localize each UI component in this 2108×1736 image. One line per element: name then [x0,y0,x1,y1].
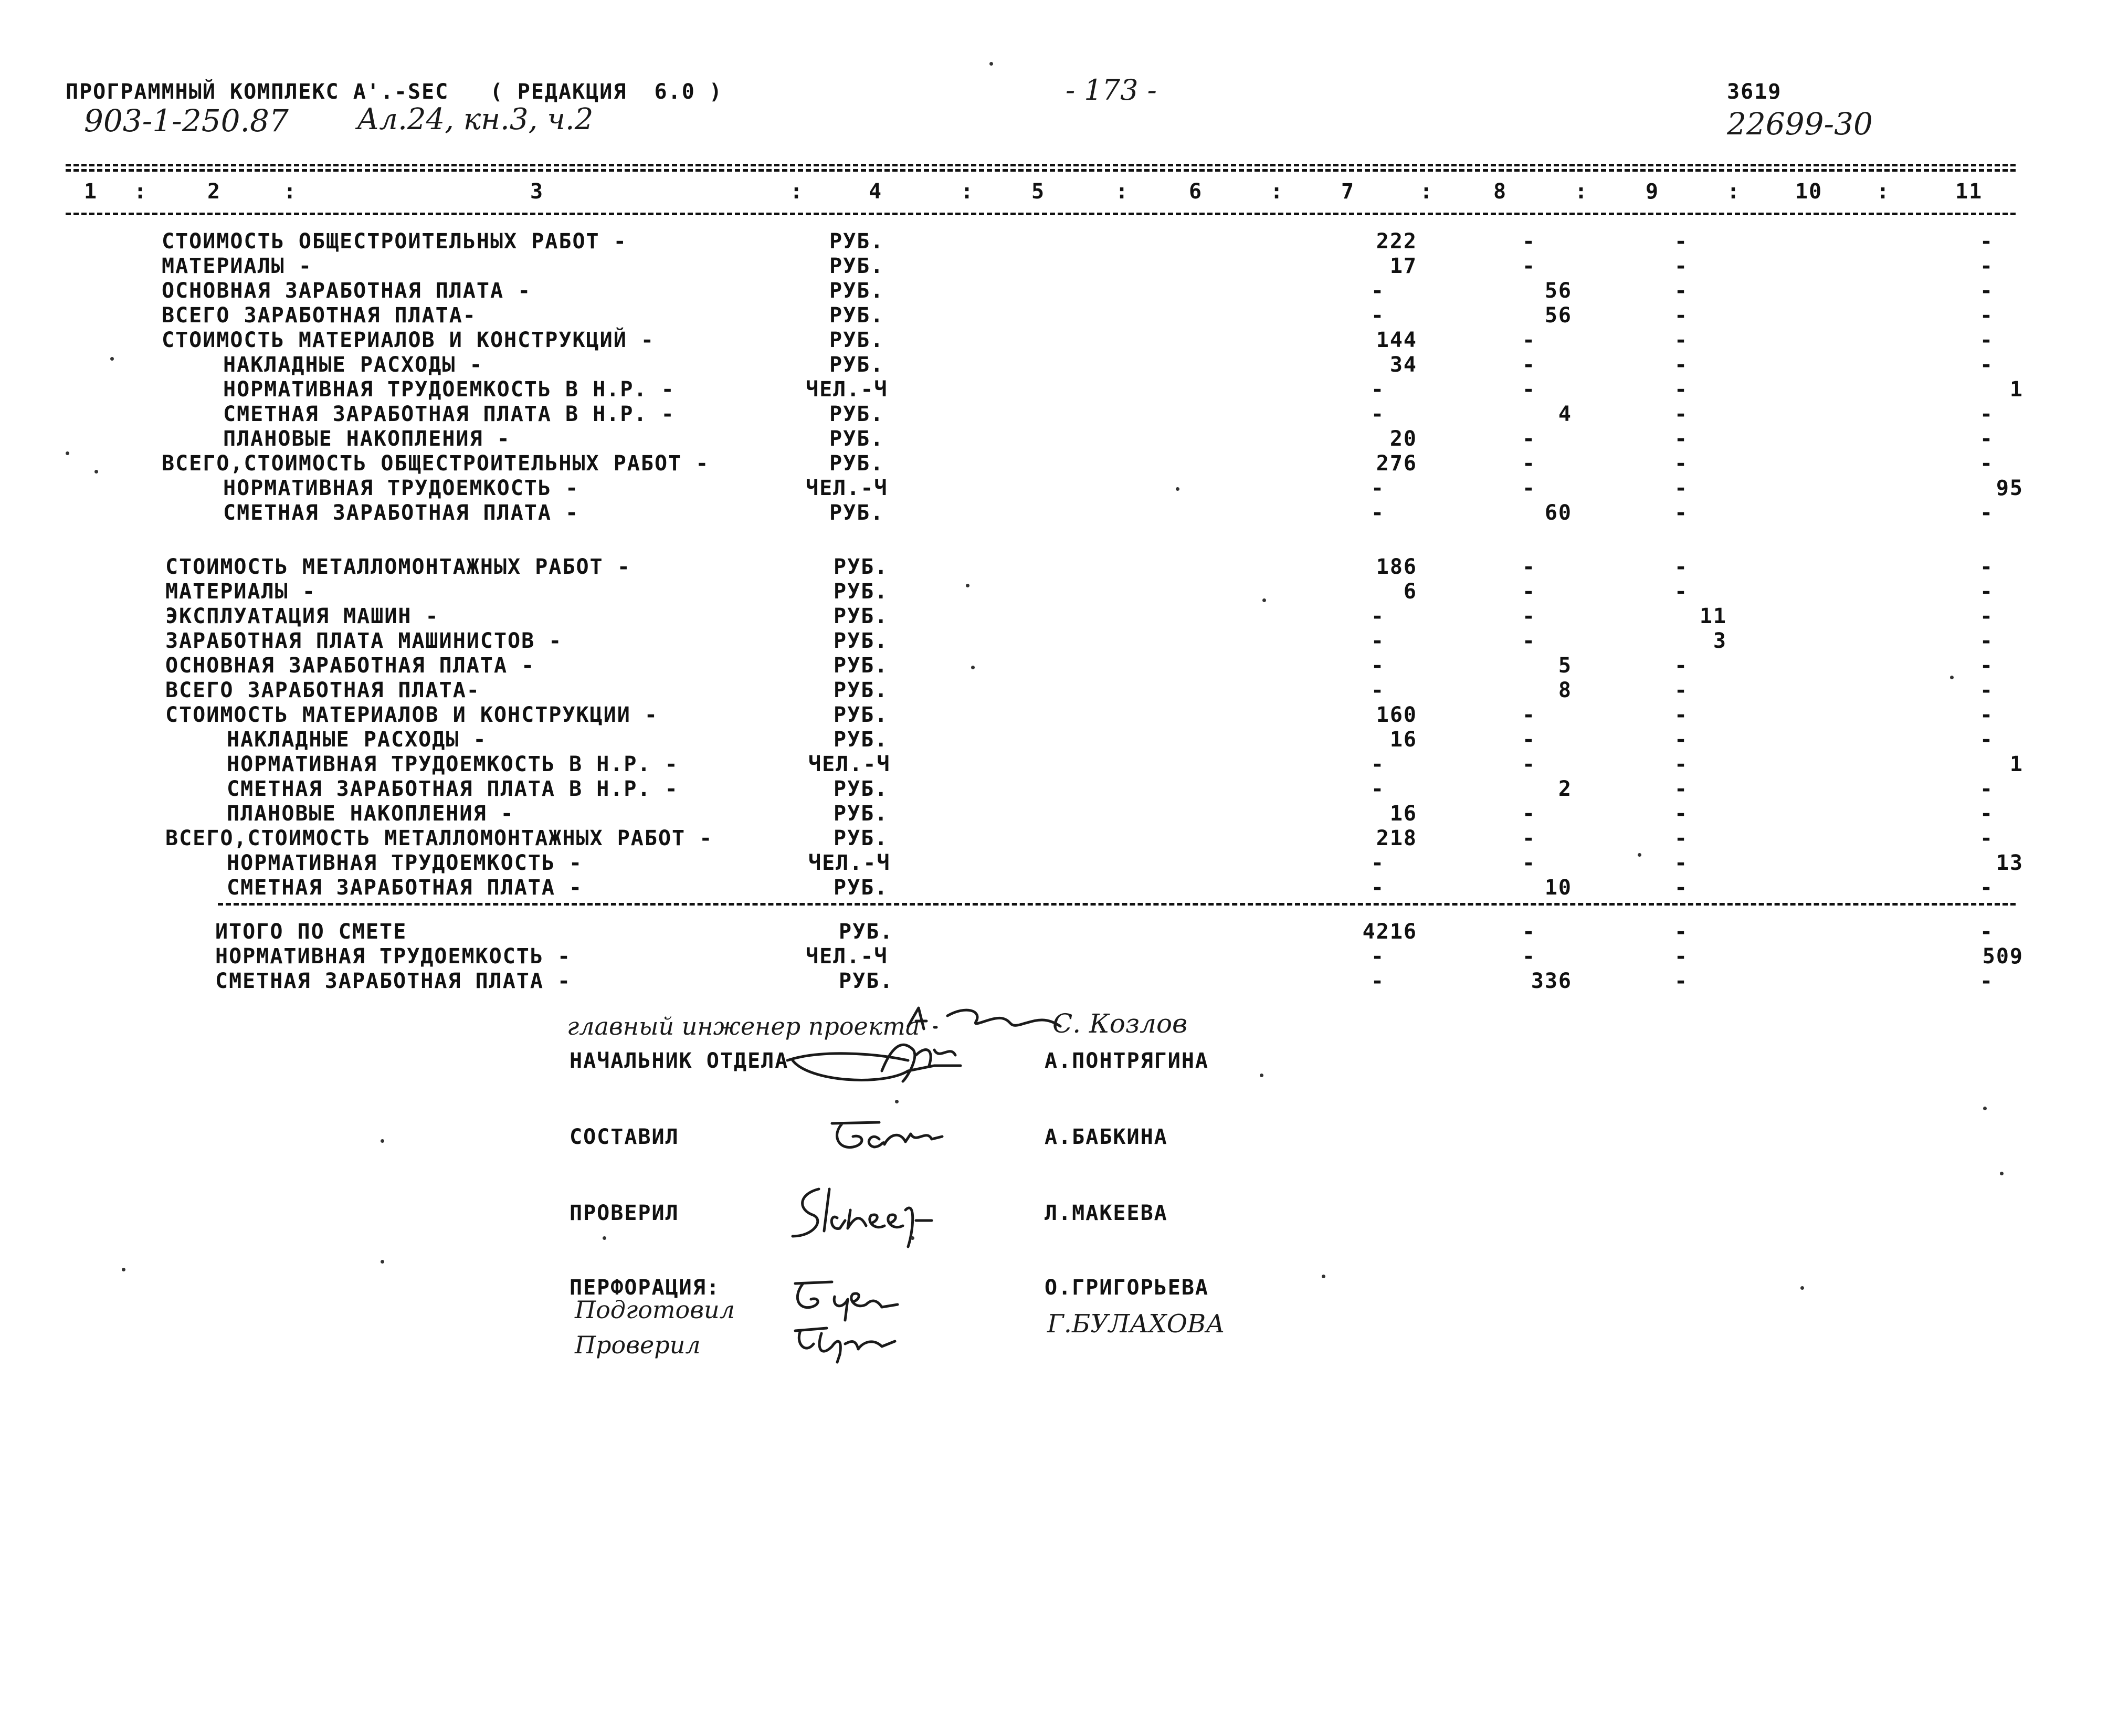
row-unit: ЧЕЛ.-Ч [808,851,891,875]
totals-rule [218,903,2016,906]
prepared-label: Подготовил [575,1296,735,1324]
verified-name: Г.БУЛАХОВА [1047,1309,1225,1339]
print-speck [66,451,69,455]
album-handwritten: Ал.24, кн.3, ч.2 [357,102,594,136]
cell-col9: - [1674,303,1689,328]
cell-col8: - [1522,254,1536,278]
cell-col11: - [1980,826,1994,850]
cell-col11: 1 [2009,752,2023,776]
cell-col11: 13 [1996,851,2023,875]
cell-col9: - [1674,826,1689,850]
print-speck [110,357,114,361]
row-unit: РУБ. [834,629,889,653]
column-separator: : [1575,180,1589,204]
cell-col9: - [1674,229,1689,254]
cell-col8: 5 [1558,654,1572,678]
checked-label: ПРОВЕРИЛ [570,1201,679,1225]
cell-col8: - [1522,703,1536,727]
cell-col11: - [1980,654,1994,678]
prepared-signature [785,1276,911,1323]
cell-col9: - [1674,920,1689,944]
column-header: 10 [1795,180,1823,204]
cell-col7: - [1371,851,1385,875]
composed-name: А.БАБКИНА [1045,1125,1168,1149]
cell-col8: - [1522,728,1536,752]
head-label: НАЧАЛЬНИК ОТДЕЛА [570,1049,789,1073]
row-label: СТОИМОСТЬ ОБЩЕСТРОИТЕЛЬНЫХ РАБОТ - [162,229,627,254]
row-unit: РУБ. [834,876,889,900]
composed-label: СОСТАВИЛ [570,1125,679,1149]
program-header: ПРОГРАММНЫЙ КОМПЛЕКС А'.-SEC ( РЕДАКЦИЯ 6.0 ) [66,80,723,104]
row-label: ЭКСПЛУАТАЦИЯ МАШИН - [165,604,439,628]
chief-engineer-name: С. Козлов [1052,1008,1188,1039]
cell-col11: - [1980,777,1994,801]
cell-col9: - [1674,851,1689,875]
row-unit: РУБ. [829,501,884,525]
row-label: НОРМАТИВНАЯ ТРУДОЕМКОСТЬ - [223,476,579,500]
row-unit: РУБ. [829,229,884,254]
cell-col7: - [1371,777,1385,801]
cell-col9: 11 [1699,604,1727,628]
print-speck [971,666,975,669]
column-header: 11 [1955,180,1983,204]
row-label: НАКЛАДНЫЕ РАСХОДЫ - [227,728,487,752]
row-unit: РУБ. [834,654,889,678]
cell-col8: - [1522,427,1536,451]
print-speck [989,62,993,66]
cell-col8: - [1522,353,1536,377]
cell-col11: - [1980,229,1994,254]
cell-col11: - [1980,501,1994,525]
row-unit: РУБ. [829,303,884,328]
column-separator: : [961,180,975,204]
print-speck [1262,598,1266,602]
cell-col9: - [1674,254,1689,278]
column-header: 6 [1189,180,1203,204]
cell-col8: - [1522,629,1536,653]
cell-col7: - [1371,654,1385,678]
cell-col8: 4 [1558,402,1572,426]
cell-col9: - [1674,703,1689,727]
print-speck [1950,676,1954,679]
cell-col11: - [1980,629,1994,653]
cell-col11: 1 [2009,377,2023,402]
cell-col7: - [1371,629,1385,653]
cell-col11: - [1980,920,1994,944]
cell-col7: 222 [1376,229,1417,254]
cell-col9: - [1674,802,1689,826]
cell-col11: - [1980,402,1994,426]
print-speck [895,1100,899,1103]
row-unit: РУБ. [834,678,889,702]
row-unit: РУБ. [829,254,884,278]
cell-col9: - [1674,501,1689,525]
cell-col9: - [1674,580,1689,604]
row-unit: РУБ. [834,777,889,801]
row-label: СМЕТНАЯ ЗАРАБОТНАЯ ПЛАТА - [227,876,583,900]
row-label: НОРМАТИВНАЯ ТРУДОЕМКОСТЬ В Н.Р. - [227,752,679,776]
row-label: ЗАРАБОТНАЯ ПЛАТА МАШИНИСТОВ - [165,629,563,653]
row-label: ОСНОВНАЯ ЗАРАБОТНАЯ ПЛАТА - [165,654,535,678]
row-unit: ЧЕЛ.-Ч [808,752,891,776]
head-name: А.ПОНТРЯГИНА [1045,1049,1209,1073]
cell-col7: 186 [1376,555,1417,579]
cell-col8: - [1522,604,1536,628]
cell-col7: - [1371,604,1385,628]
column-header: 9 [1646,180,1660,204]
print-speck [603,1236,606,1240]
page-number: - 173 - [1066,73,1157,107]
prepared-name: О.ГРИГОРЬЕВА [1045,1276,1209,1300]
row-label: СМЕТНАЯ ЗАРАБОТНАЯ ПЛАТА - [223,501,579,525]
cell-col8: 56 [1544,279,1572,303]
cell-col8: 8 [1558,678,1572,702]
row-label: СМЕТНАЯ ЗАРАБОТНАЯ ПЛАТА В Н.Р. - [223,402,675,426]
cell-col9: - [1674,969,1689,993]
row-label: ВСЕГО,СТОИМОСТЬ ОБЩЕСТРОИТЕЛЬНЫХ РАБОТ - [162,451,710,476]
row-unit: ЧЕЛ.-Ч [806,377,888,402]
cell-col9: 3 [1713,629,1727,653]
row-unit: РУБ. [829,353,884,377]
print-speck [94,470,98,474]
cell-col7: - [1371,303,1385,328]
cell-col11: - [1980,580,1994,604]
cell-col9: - [1674,654,1689,678]
cell-col11: - [1980,728,1994,752]
head-signature [777,1029,997,1097]
cell-col8: 2 [1558,777,1572,801]
row-unit: ЧЕЛ.-Ч [806,944,888,969]
checked-name: Л.МАКЕЕВА [1045,1201,1168,1225]
row-label: НОРМАТИВНАЯ ТРУДОЕМКОСТЬ - [215,944,572,969]
cell-col7: - [1371,402,1385,426]
cell-col7: - [1371,752,1385,776]
row-unit: РУБ. [834,728,889,752]
cell-col7: - [1371,969,1385,993]
cell-col8: - [1522,328,1536,352]
cell-col8: - [1522,555,1536,579]
cell-col9: - [1674,279,1689,303]
cell-col8: - [1522,851,1536,875]
column-separator: : [790,180,804,204]
cell-col8: 336 [1531,969,1572,993]
cell-col9: - [1674,328,1689,352]
cell-col8: - [1522,451,1536,476]
cell-col11: - [1980,555,1994,579]
verified-label: Проверил [575,1331,701,1359]
cell-col9: - [1674,377,1689,402]
row-label: СМЕТНАЯ ЗАРАБОТНАЯ ПЛАТА - [215,969,572,993]
row-label: ПЛАНОВЫЕ НАКОПЛЕНИЯ - [223,427,511,451]
row-unit: РУБ. [834,555,889,579]
cell-col11: 95 [1996,476,2023,500]
cell-col9: - [1674,678,1689,702]
row-unit: РУБ. [829,402,884,426]
cell-col9: - [1674,427,1689,451]
cell-col7: - [1371,501,1385,525]
column-separator: : [1420,180,1434,204]
print-speck [1260,1074,1263,1077]
row-label: СТОИМОСТЬ МАТЕРИАЛОВ И КОНСТРУКЦИИ - [165,703,658,727]
column-separator: : [1877,180,1891,204]
row-unit: РУБ. [829,279,884,303]
column-header: 3 [530,180,544,204]
verified-signature [785,1318,911,1365]
column-header: 8 [1493,180,1508,204]
row-unit: РУБ. [829,427,884,451]
column-header: 4 [869,180,883,204]
cell-col7: - [1371,678,1385,702]
cell-col8: - [1522,920,1536,944]
print-speck [381,1260,384,1264]
cell-col9: - [1674,451,1689,476]
row-unit: РУБ. [834,826,889,850]
cell-col7: - [1371,476,1385,500]
column-header: 2 [207,180,222,204]
cell-col7: 276 [1376,451,1417,476]
cell-col8: - [1522,944,1536,969]
row-label: МАТЕРИАЛЫ - [162,254,312,278]
print-speck [966,584,969,587]
column-separator: : [134,180,148,204]
print-speck [1638,853,1641,857]
checked-signature [787,1179,955,1252]
cell-col8: - [1522,752,1536,776]
cell-col7: 17 [1389,254,1417,278]
cell-col9: - [1674,402,1689,426]
row-unit: РУБ. [829,451,884,476]
cell-col9: - [1674,777,1689,801]
cell-col9: - [1674,353,1689,377]
cell-col11: - [1980,451,1994,476]
print-speck [1176,487,1179,491]
cell-col9: - [1674,876,1689,900]
doc-code-handwritten: 22699-30 [1727,106,1873,142]
cell-col9: - [1674,752,1689,776]
cell-col7: 144 [1376,328,1417,352]
cell-col11: 509 [1982,944,2023,969]
row-label: ИТОГО ПО СМЕТЕ [215,920,407,944]
doc-code-top: 3619 [1727,80,1782,104]
row-unit: РУБ. [829,328,884,352]
cell-col8: - [1522,580,1536,604]
cell-col11: - [1980,604,1994,628]
top-rule-2 [66,169,2016,172]
cell-col8: - [1522,826,1536,850]
column-separator: : [1115,180,1130,204]
column-separator: : [283,180,298,204]
row-unit: РУБ. [834,604,889,628]
cell-col11: - [1980,427,1994,451]
cell-col7: 34 [1389,353,1417,377]
cell-col8: - [1522,476,1536,500]
chief-engineer-label: главный инженер проекта [567,1012,920,1040]
cell-col8: - [1522,802,1536,826]
row-unit: ЧЕЛ.-Ч [806,476,888,500]
row-unit: РУБ. [839,969,894,993]
column-header: 5 [1031,180,1046,204]
print-speck [1322,1275,1325,1278]
row-label: ПЛАНОВЫЕ НАКОПЛЕНИЯ - [227,802,514,826]
row-label: ВСЕГО ЗАРАБОТНАЯ ПЛАТА- [162,303,477,328]
cell-col7: - [1371,944,1385,969]
column-separator: : [1727,180,1741,204]
cell-col7: 4216 [1362,920,1417,944]
row-label: НАКЛАДНЫЕ РАСХОДЫ - [223,353,483,377]
row-label: СТОИМОСТЬ МЕТАЛЛОМОНТАЖНЫХ РАБОТ - [165,555,631,579]
print-speck [122,1268,125,1271]
cell-col11: - [1980,303,1994,328]
cell-col8: 56 [1544,303,1572,328]
print-speck [1983,1107,1987,1110]
cell-col11: - [1980,254,1994,278]
cell-col7: 160 [1376,703,1417,727]
cell-col9: - [1674,728,1689,752]
header-bottom-rule [66,213,2016,215]
composed-signature [821,1113,968,1160]
cell-col11: - [1980,703,1994,727]
cell-col7: - [1371,377,1385,402]
row-unit: РУБ. [839,920,894,944]
column-header: 7 [1341,180,1355,204]
row-label: СТОИМОСТЬ МАТЕРИАЛОВ И КОНСТРУКЦИЙ - [162,328,655,352]
row-label: НОРМАТИВНАЯ ТРУДОЕМКОСТЬ - [227,851,583,875]
cell-col7: 20 [1389,427,1417,451]
cell-col8: - [1522,229,1536,254]
row-label: СМЕТНАЯ ЗАРАБОТНАЯ ПЛАТА В Н.Р. - [227,777,679,801]
cell-col11: - [1980,876,1994,900]
column-header: 1 [84,180,98,204]
cell-col8: 10 [1544,876,1572,900]
row-unit: РУБ. [834,703,889,727]
cell-col9: - [1674,476,1689,500]
cell-col9: - [1674,944,1689,969]
print-speck [2000,1172,2004,1175]
cell-col8: - [1522,377,1536,402]
cell-col7: - [1371,279,1385,303]
cell-col11: - [1980,353,1994,377]
cell-col7: 16 [1389,728,1417,752]
row-label: ОСНОВНАЯ ЗАРАБОТНАЯ ПЛАТА - [162,279,532,303]
print-speck [911,1236,914,1240]
cell-col11: - [1980,678,1994,702]
cell-col7: 6 [1403,580,1417,604]
print-speck [1800,1286,1804,1290]
cell-col7: 16 [1389,802,1417,826]
cell-col11: - [1980,802,1994,826]
cell-col9: - [1674,555,1689,579]
row-label: НОРМАТИВНАЯ ТРУДОЕМКОСТЬ В Н.Р. - [223,377,675,402]
row-label: ВСЕГО ЗАРАБОТНАЯ ПЛАТА- [165,678,480,702]
cell-col7: 218 [1376,826,1417,850]
cell-col8: 60 [1544,501,1572,525]
cell-col11: - [1980,328,1994,352]
row-unit: РУБ. [834,802,889,826]
project-number-handwritten: 903-1-250.87 [84,103,289,139]
top-rule-1 [66,164,2016,166]
perforation-label: ПЕРФОРАЦИЯ: [570,1276,720,1300]
row-label: ВСЕГО,СТОИМОСТЬ МЕТАЛЛОМОНТАЖНЫХ РАБОТ - [165,826,713,850]
cell-col11: - [1980,969,1994,993]
cell-col11: - [1980,279,1994,303]
row-unit: РУБ. [834,580,889,604]
column-separator: : [1270,180,1284,204]
row-label: МАТЕРИАЛЫ - [165,580,316,604]
cell-col7: - [1371,876,1385,900]
print-speck [381,1139,384,1143]
